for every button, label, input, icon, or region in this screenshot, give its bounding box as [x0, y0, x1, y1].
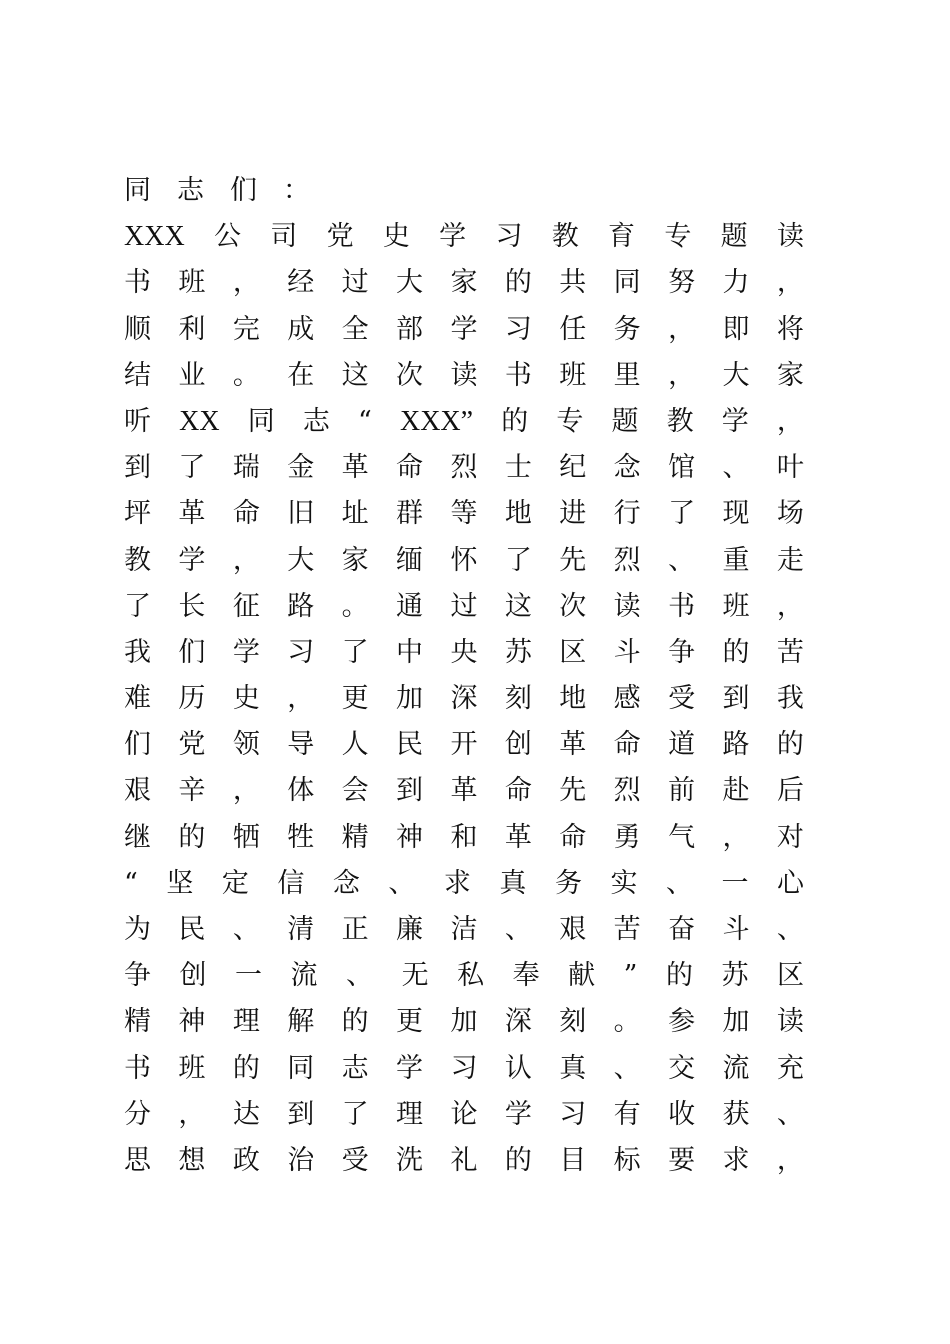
text-token: 这	[341, 359, 369, 391]
text-token: 革	[178, 498, 206, 530]
text-token: 命	[396, 452, 424, 484]
text-line	[124, 953, 804, 999]
text-token: 获	[722, 1098, 750, 1130]
text-token: 念	[613, 452, 641, 484]
text-token: 等	[450, 498, 478, 530]
text-token: 治	[287, 1144, 315, 1176]
text-token: 念	[332, 867, 360, 899]
text-token: ，	[232, 775, 260, 807]
text-token: 、	[665, 867, 693, 899]
text-line	[124, 584, 804, 630]
text-token: 们	[124, 729, 151, 761]
text-token: 解	[287, 1006, 315, 1038]
text-token: 的	[776, 729, 804, 761]
text-token: 走	[776, 544, 804, 576]
text-token: 精	[124, 1006, 151, 1038]
text-token: XXX”	[399, 405, 474, 437]
text-token: 书	[668, 590, 696, 622]
text-token: 领	[232, 729, 260, 761]
text-token: 更	[396, 1006, 424, 1038]
text-token: 结	[124, 359, 151, 391]
text-token: 部	[396, 313, 424, 345]
text-token: 加	[450, 1006, 478, 1038]
text-token: 读	[450, 359, 478, 391]
text-token: 经	[287, 267, 315, 299]
text-token: 的	[232, 1052, 260, 1084]
text-token: 有	[613, 1098, 641, 1130]
text-token: 题	[720, 221, 748, 253]
text-token: 坪	[124, 498, 151, 530]
text-token: 辛	[178, 775, 206, 807]
text-token: 求	[722, 1144, 750, 1176]
text-token: 难	[124, 683, 151, 715]
text-token: 长	[178, 590, 206, 622]
text-token: 学	[504, 1098, 532, 1130]
text-token: 听	[124, 405, 151, 437]
salutation-line	[124, 168, 804, 214]
text-token: 、	[613, 1052, 641, 1084]
text-line	[124, 445, 804, 491]
text-token: 流	[722, 1052, 750, 1084]
text-token: ，	[776, 405, 804, 437]
text-token: 习	[559, 1098, 587, 1130]
text-token: 地	[559, 683, 587, 715]
text-token: 流	[290, 960, 318, 992]
text-token: 标	[613, 1144, 641, 1176]
text-token: 习	[287, 636, 315, 668]
text-token: 学	[396, 1052, 424, 1084]
text-token: 馆	[668, 452, 696, 484]
text-token: 为	[124, 914, 151, 945]
text-token: 、	[776, 914, 804, 945]
text-token: 深	[450, 683, 478, 715]
text-token: 导	[287, 729, 315, 761]
text-line	[124, 260, 804, 306]
text-token: 努	[668, 267, 696, 299]
text-token: 论	[450, 1098, 478, 1130]
text-token: 班	[178, 1052, 206, 1084]
text-token: 读	[776, 221, 804, 253]
body-text	[124, 168, 804, 1184]
text-token: 洁	[450, 914, 478, 945]
text-token: 感	[613, 683, 641, 715]
text-token: 金	[287, 452, 315, 484]
text-token: 争	[124, 960, 151, 992]
text-token: 利	[178, 313, 206, 345]
text-token: 育	[608, 221, 636, 253]
text-token: 场	[776, 498, 804, 530]
text-token: 了	[341, 1098, 369, 1130]
text-token: 了	[178, 452, 206, 484]
text-token: 先	[559, 544, 587, 576]
text-token: 司	[270, 221, 298, 253]
text-token: 址	[341, 498, 369, 530]
text-token: 的	[501, 405, 529, 437]
text-token: 收	[668, 1098, 696, 1130]
text-token: 会	[341, 775, 369, 807]
text-token: 习	[495, 221, 523, 253]
text-token: 路	[287, 590, 315, 622]
text-token: ，	[668, 359, 696, 391]
text-token: 旧	[287, 498, 315, 530]
text-token: 专	[664, 221, 692, 253]
text-token: 家	[341, 544, 369, 576]
text-token: 精	[341, 821, 369, 853]
text-token: 习	[504, 313, 532, 345]
text-token: 斗	[613, 636, 641, 668]
text-token: 历	[178, 683, 206, 715]
text-line	[124, 491, 804, 537]
text-token: 一	[235, 960, 263, 992]
text-token: 到	[396, 775, 424, 807]
text-token: 更	[341, 683, 369, 715]
text-token: 务	[554, 867, 582, 899]
text-token: 同	[613, 267, 641, 299]
text-token: 神	[178, 1006, 206, 1038]
text-token: 地	[504, 498, 532, 530]
text-token: 党	[326, 221, 354, 253]
salutation-char: ：	[283, 175, 310, 206]
text-token: 、	[388, 867, 416, 899]
text-token: 廉	[396, 914, 424, 945]
text-token: 共	[559, 267, 587, 299]
text-token: 。	[341, 590, 369, 622]
text-token: 心	[777, 867, 804, 899]
text-token: 斗	[722, 914, 750, 945]
text-token: 定	[221, 867, 249, 899]
text-token: XX	[179, 405, 220, 437]
text-token: “	[358, 405, 372, 437]
text-token: 习	[450, 1052, 478, 1084]
text-token: 私	[457, 960, 485, 992]
text-token: 次	[396, 359, 424, 391]
text-token: 烈	[613, 775, 641, 807]
text-token: 创	[179, 960, 207, 992]
text-token: 的	[178, 821, 206, 853]
text-token: 专	[556, 405, 584, 437]
text-token: 献	[568, 960, 596, 992]
text-token: 教	[666, 405, 694, 437]
text-token: 的	[341, 1006, 369, 1038]
text-token: 参	[668, 1006, 696, 1038]
text-token: 党	[178, 729, 206, 761]
text-token: 苏	[504, 636, 532, 668]
text-line	[124, 1046, 804, 1092]
text-token: 烈	[613, 544, 641, 576]
text-token: 了	[504, 544, 532, 576]
text-token: 刻	[559, 1006, 587, 1038]
text-token: 学	[721, 405, 749, 437]
text-token: 学	[178, 544, 206, 576]
salutation-char: 们	[230, 175, 257, 206]
text-token: 、	[668, 544, 696, 576]
text-token: 奉	[512, 960, 540, 992]
text-token: 充	[776, 1052, 804, 1084]
text-token: 了	[124, 590, 151, 622]
text-token: 成	[287, 313, 315, 345]
text-token: 体	[287, 775, 315, 807]
text-token: 交	[668, 1052, 696, 1084]
text-token: 怀	[450, 544, 478, 576]
text-token: 士	[504, 452, 532, 484]
text-token: ”	[623, 960, 638, 992]
text-token: 理	[232, 1006, 260, 1038]
text-token: 洗	[396, 1144, 424, 1176]
text-token: 、	[346, 960, 374, 992]
text-token: 读	[776, 1006, 804, 1038]
text-token: 苏	[721, 960, 749, 992]
text-token: 的	[504, 1144, 532, 1176]
text-token: 我	[124, 636, 151, 668]
text-token: XXX	[124, 221, 185, 253]
text-token: 学	[232, 636, 260, 668]
text-token: 、	[504, 914, 532, 945]
text-token: 学	[439, 221, 467, 253]
text-token: 叶	[776, 452, 804, 484]
text-token: 想	[178, 1144, 206, 1176]
text-token: 牲	[287, 821, 315, 853]
text-token: 奋	[668, 914, 696, 945]
text-token: 家	[450, 267, 478, 299]
text-token: 刻	[504, 683, 532, 715]
text-token: 的	[722, 636, 750, 668]
text-token: 学	[450, 313, 478, 345]
text-token: 艰	[559, 914, 587, 945]
text-token: 通	[396, 590, 424, 622]
text-token: 纪	[559, 452, 587, 484]
text-token: 苦	[613, 914, 641, 945]
text-token: 人	[341, 729, 369, 761]
text-token: 革	[504, 821, 532, 853]
text-token: 命	[232, 498, 260, 530]
text-token: 瑞	[232, 452, 260, 484]
text-line	[124, 399, 804, 445]
text-token: 政	[232, 1144, 260, 1176]
text-token: 受	[341, 1144, 369, 1176]
text-token: 同	[287, 1052, 315, 1084]
text-token: 的	[665, 960, 693, 992]
text-token: 史	[382, 221, 410, 253]
text-token: 道	[668, 729, 696, 761]
text-token: 受	[668, 683, 696, 715]
text-line	[124, 630, 804, 676]
salutation-char: 同	[124, 175, 151, 206]
text-token: 题	[611, 405, 639, 437]
text-token: 重	[722, 544, 750, 576]
text-token: 革	[341, 452, 369, 484]
text-token: 大	[287, 544, 315, 576]
text-token: 我	[776, 683, 804, 715]
text-token: 真	[499, 867, 527, 899]
text-line	[124, 307, 804, 353]
text-token: 书	[124, 267, 151, 299]
text-token: 加	[396, 683, 424, 715]
text-token: ，	[287, 683, 315, 715]
text-token: 牺	[232, 821, 260, 853]
text-token: 无	[401, 960, 429, 992]
text-line	[124, 861, 804, 907]
text-token: 一	[721, 867, 749, 899]
text-token: 家	[776, 359, 804, 391]
text-token: ，	[776, 267, 804, 299]
text-token: 了	[341, 636, 369, 668]
text-token: 民	[396, 729, 424, 761]
text-token: 里	[613, 359, 641, 391]
text-token: 央	[450, 636, 478, 668]
text-token: 继	[124, 821, 151, 853]
text-token: 前	[668, 775, 696, 807]
text-token: 即	[722, 313, 750, 345]
text-token: 史	[232, 683, 260, 715]
text-token: 中	[396, 636, 424, 668]
text-token: 将	[776, 313, 804, 345]
text-token: 。	[613, 1006, 641, 1038]
text-line	[124, 722, 804, 768]
text-token: 进	[559, 498, 587, 530]
text-token: 正	[341, 914, 369, 945]
text-token: 礼	[450, 1144, 478, 1176]
text-token: 的	[504, 267, 532, 299]
salutation-char: 志	[177, 175, 204, 206]
text-token: 征	[232, 590, 260, 622]
text-token: 分	[124, 1098, 151, 1130]
text-token: 勇	[613, 821, 641, 853]
text-token: 烈	[450, 452, 478, 484]
text-token: 先	[559, 775, 587, 807]
text-token: 在	[287, 359, 315, 391]
text-token: 要	[668, 1144, 696, 1176]
text-token: ，	[722, 821, 750, 853]
text-token: 公	[213, 221, 241, 253]
text-token: 目	[559, 1144, 587, 1176]
text-token: 顺	[124, 313, 151, 345]
text-line	[124, 768, 804, 814]
text-token: 到	[124, 452, 151, 484]
text-token: 缅	[396, 544, 424, 576]
text-token: 加	[722, 1006, 750, 1038]
text-line	[124, 1092, 804, 1138]
text-token: ，	[232, 544, 260, 576]
text-token: 。	[232, 359, 260, 391]
text-line	[124, 907, 804, 953]
text-token: 达	[232, 1098, 260, 1130]
text-token: 过	[341, 267, 369, 299]
text-token: 读	[613, 590, 641, 622]
text-token: 命	[613, 729, 641, 761]
text-token: 务	[613, 313, 641, 345]
text-token: 信	[277, 867, 305, 899]
text-token: 气	[668, 821, 696, 853]
text-token: ，	[232, 267, 260, 299]
text-token: ，	[776, 590, 804, 622]
text-token: 争	[668, 636, 696, 668]
text-token: “	[124, 867, 138, 899]
text-token: 路	[722, 729, 750, 761]
text-token: 任	[559, 313, 587, 345]
text-token: ，	[668, 313, 696, 345]
text-token: 神	[396, 821, 424, 853]
text-token: 后	[776, 775, 804, 807]
text-token: 们	[178, 636, 206, 668]
text-token: 革	[559, 729, 587, 761]
text-token: 思	[124, 1144, 151, 1176]
text-token: 区	[777, 960, 804, 992]
text-token: 、	[776, 1098, 804, 1130]
text-token: 命	[559, 821, 587, 853]
text-token: 到	[722, 683, 750, 715]
text-token: 志	[302, 405, 330, 437]
text-token: 赴	[722, 775, 750, 807]
text-line	[124, 353, 804, 399]
text-token: 班	[178, 267, 206, 299]
text-token: 书	[124, 1052, 151, 1084]
text-token: 了	[668, 498, 696, 530]
text-token: 真	[559, 1052, 587, 1084]
text-line	[124, 676, 804, 722]
text-token: 开	[450, 729, 478, 761]
text-token: 次	[559, 590, 587, 622]
text-token: 革	[450, 775, 478, 807]
text-token: 过	[450, 590, 478, 622]
text-token: 完	[232, 313, 260, 345]
text-line	[124, 815, 804, 861]
text-token: 苦	[776, 636, 804, 668]
text-token: 艰	[124, 775, 151, 807]
text-token: 群	[396, 498, 424, 530]
text-token: 民	[178, 914, 206, 945]
text-token: 对	[776, 821, 804, 853]
text-token: 教	[124, 544, 151, 576]
text-token: 理	[396, 1098, 424, 1130]
text-token: 坚	[166, 867, 194, 899]
text-token: 这	[504, 590, 532, 622]
text-token: 实	[610, 867, 638, 899]
text-token: 志	[341, 1052, 369, 1084]
text-token: 全	[341, 313, 369, 345]
text-token: 力	[722, 267, 750, 299]
text-line	[124, 538, 804, 584]
text-token: 创	[504, 729, 532, 761]
text-token: 业	[178, 359, 206, 391]
text-token: 同	[247, 405, 275, 437]
text-token: 现	[722, 498, 750, 530]
text-token: 教	[551, 221, 579, 253]
text-token: ，	[178, 1098, 206, 1130]
text-token: 大	[722, 359, 750, 391]
text-line	[124, 1138, 804, 1184]
text-token: 书	[504, 359, 532, 391]
text-token: ，	[776, 1144, 804, 1176]
text-token: 和	[450, 821, 478, 853]
text-token: 求	[443, 867, 471, 899]
text-token: 、	[722, 452, 750, 484]
text-token: 、	[232, 914, 260, 945]
text-token: 班	[722, 590, 750, 622]
text-token: 命	[504, 775, 532, 807]
text-token: 行	[613, 498, 641, 530]
text-token: 区	[559, 636, 587, 668]
text-token: 到	[287, 1098, 315, 1130]
text-line	[124, 999, 804, 1045]
text-token: 班	[559, 359, 587, 391]
text-line	[124, 214, 804, 260]
text-token: 认	[504, 1052, 532, 1084]
text-token: 大	[396, 267, 424, 299]
text-token: 清	[287, 914, 315, 945]
text-token: 深	[504, 1006, 532, 1038]
